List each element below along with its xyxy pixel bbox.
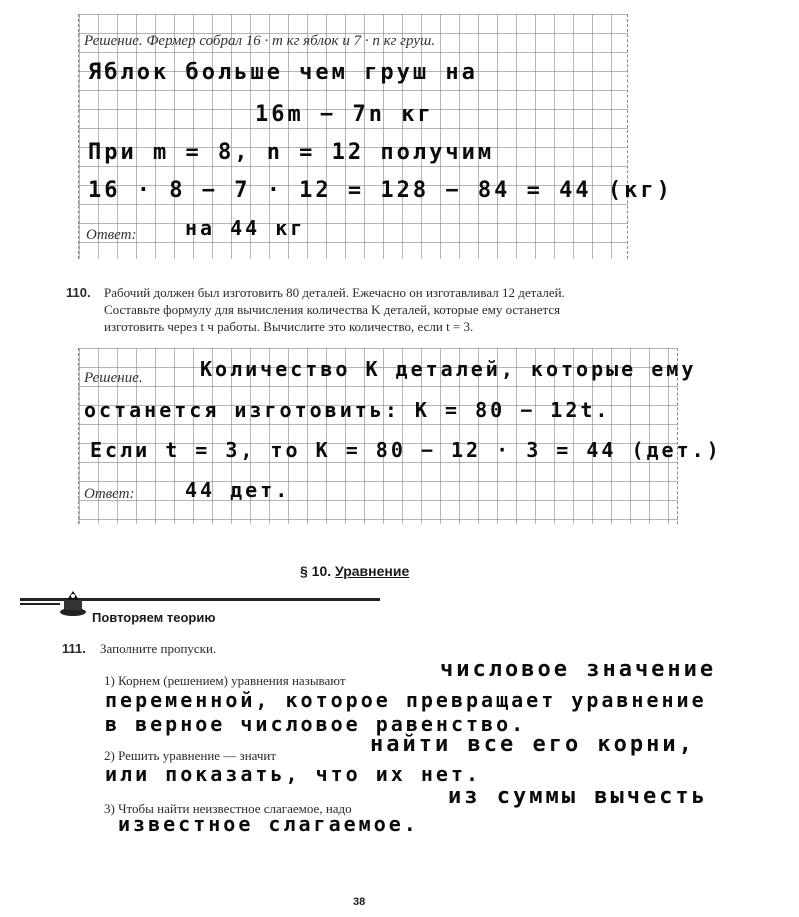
answer-label-109: Ответ: — [86, 227, 137, 243]
handwriting-109-line2: 16m − 7n кг — [255, 102, 434, 127]
item1-prompt: 1) Корнем (решением) уравнения называют — [104, 673, 346, 688]
item1-handwriting-a: числовое значение — [440, 657, 717, 682]
item1-handwriting-b: переменной, которое превращает уравнение — [105, 688, 707, 712]
handwriting-109-answer: на 44 кг — [185, 216, 306, 240]
answer-label-110: Ответ: — [84, 486, 135, 502]
page-number: 38 — [353, 896, 366, 908]
item2-handwriting-b: или показать, что их нет. — [105, 762, 482, 786]
section-heading — [300, 563, 409, 579]
item3-handwriting-b: известное слагаемое. — [118, 812, 419, 836]
answer-grid-109 — [78, 14, 628, 259]
handwriting-109-line1: Яблок больше чем груш на — [88, 60, 478, 85]
books-lamp-icon — [58, 588, 88, 618]
handwriting-109-line4: 16 · 8 − 7 · 12 = 128 − 84 = 44 (кг) — [88, 178, 673, 203]
problem-110-number: 110. — [66, 285, 91, 300]
handwriting-110-line2: останется изготовить: K = 80 − 12t. — [84, 398, 611, 422]
handwriting-110-answer: 44 дет. — [185, 478, 291, 502]
problem-110-text-line2: Составьте формулу для вычисления количества K деталей, которые ему останется — [104, 302, 561, 317]
problem-111-number: 111. — [62, 641, 86, 656]
handwriting-110-line3: Если t = 3, то K = 80 − 12 · 3 = 44 (дет.) — [90, 438, 722, 462]
solution-label-109: Решение. Фермер собрал 16 · m кг яблок и 7 · n кг груш. — [84, 33, 436, 49]
handwriting-110-line1: Количество K деталей, которые ему — [200, 357, 697, 381]
item3-prompt: 3) Чтобы найти неизвестное слагаемое, надо — [104, 801, 352, 816]
item2-prompt: 2) Решить уравнение — значит — [104, 748, 277, 763]
item2-handwriting-a: найти все его корни, — [370, 732, 695, 757]
section-number: § 10. — [300, 563, 332, 579]
item1-handwriting-c: в верное числовое равенство. — [105, 712, 527, 736]
problem-110-text-line3: изготовить через t ч работы. Вычислите это количество, если t = 3. — [104, 319, 474, 334]
handwriting-109-line3: При m = 8, n = 12 получим — [88, 140, 495, 165]
section-title: Уравнение — [335, 563, 410, 579]
problem-111-instruction: Заполните пропуски. — [100, 641, 217, 656]
theory-title: Повторяем теорию — [92, 610, 216, 625]
item3-handwriting-a: из суммы вычесть — [448, 784, 708, 809]
solution-label-110: Решение. — [84, 370, 143, 386]
problem-110-text-line1: Рабочий должен был изготовить 80 деталей. Ежечасно он изготавливал 12 деталей. — [104, 285, 565, 300]
theory-divider-accent — [20, 603, 60, 605]
